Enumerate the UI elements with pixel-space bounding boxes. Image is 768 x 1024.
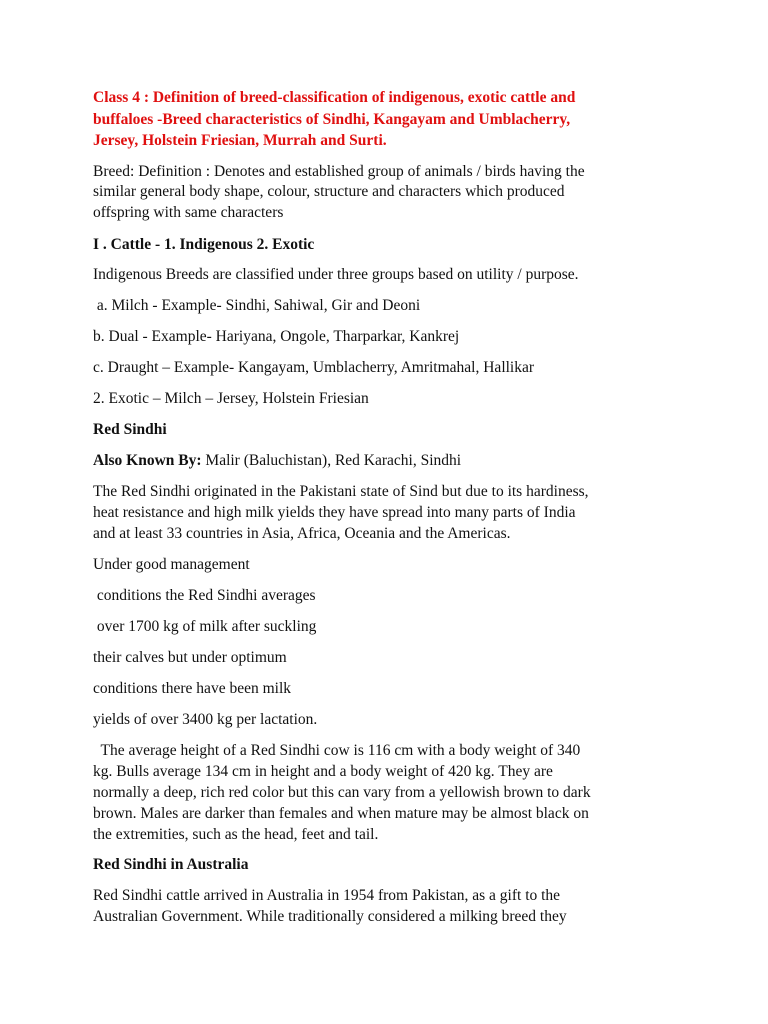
red-sindhi-heading: Red Sindhi — [93, 421, 167, 438]
title-line: Jersey, Holstein Friesian, Murrah and Surti. — [93, 132, 387, 149]
physical-line: normally a deep, rich red color but this can vary from a yellowish brown to dark — [93, 784, 591, 801]
physical-line: the extremities, such as the head, feet and tail. — [93, 826, 379, 843]
management-line: Under good management — [93, 556, 250, 573]
cattle-heading: I . Cattle - 1. Indigenous 2. Exotic — [93, 236, 315, 253]
definition-line: similar general body shape, colour, structure and characters which produced — [93, 183, 565, 200]
breed-group-milch: a. Milch - Example- Sindhi, Sahiwal, Gir and Deoni — [93, 297, 421, 314]
definition-line: Breed: Definition : Denotes and established group of animals / birds having the — [93, 163, 585, 180]
australia-line: Red Sindhi cattle arrived in Australia in 1954 from Pakistan, as a gift to the — [93, 887, 561, 904]
breed-group-draught: c. Draught – Example- Kangayam, Umblacherry, Amritmahal, Hallikar — [93, 359, 535, 376]
indigenous-intro: Indigenous Breeds are classified under three groups based on utility / purpose. — [93, 266, 579, 283]
aka-label: Also Known By: — [93, 452, 202, 469]
aka-value: Malir (Baluchistan), Red Karachi, Sindhi — [201, 452, 462, 469]
definition-line: offspring with same characters — [93, 204, 284, 221]
origin-line: The Red Sindhi originated in the Pakistani state of Sind but due to its hardiness, — [93, 483, 589, 500]
management-line: their calves but under optimum — [93, 649, 287, 666]
breed-group-exotic: 2. Exotic – Milch – Jersey, Holstein Friesian — [93, 390, 369, 407]
breed-group-dual: b. Dual - Example- Hariyana, Ongole, Tharparkar, Kankrej — [93, 328, 460, 345]
management-line: over 1700 kg of milk after suckling — [93, 618, 317, 635]
physical-line: brown. Males are darker than females and when mature may be almost black on — [93, 805, 589, 822]
origin-line: and at least 33 countries in Asia, Africa, Oceania and the Americas. — [93, 525, 511, 542]
origin-line: heat resistance and high milk yields they have spread into many parts of India — [93, 504, 576, 521]
title-line: Class 4 : Definition of breed-classification of indigenous, exotic cattle and — [93, 89, 576, 106]
management-line: conditions the Red Sindhi averages — [93, 587, 316, 604]
physical-line: The average height of a Red Sindhi cow is 116 cm with a body weight of 340 — [93, 742, 581, 759]
physical-line: kg. Bulls average 134 cm in height and a body weight of 420 kg. They are — [93, 763, 553, 780]
australia-line: Australian Government. While traditionally considered a milking breed they — [93, 908, 567, 925]
title-line: buffaloes -Breed characteristics of Sindhi, Kangayam and Umblacherry, — [93, 111, 571, 128]
australia-heading: Red Sindhi in Australia — [93, 856, 249, 873]
management-line: conditions there have been milk — [93, 680, 291, 697]
management-line: yields of over 3400 kg per lactation. — [93, 711, 318, 728]
also-known-by — [93, 451, 461, 470]
